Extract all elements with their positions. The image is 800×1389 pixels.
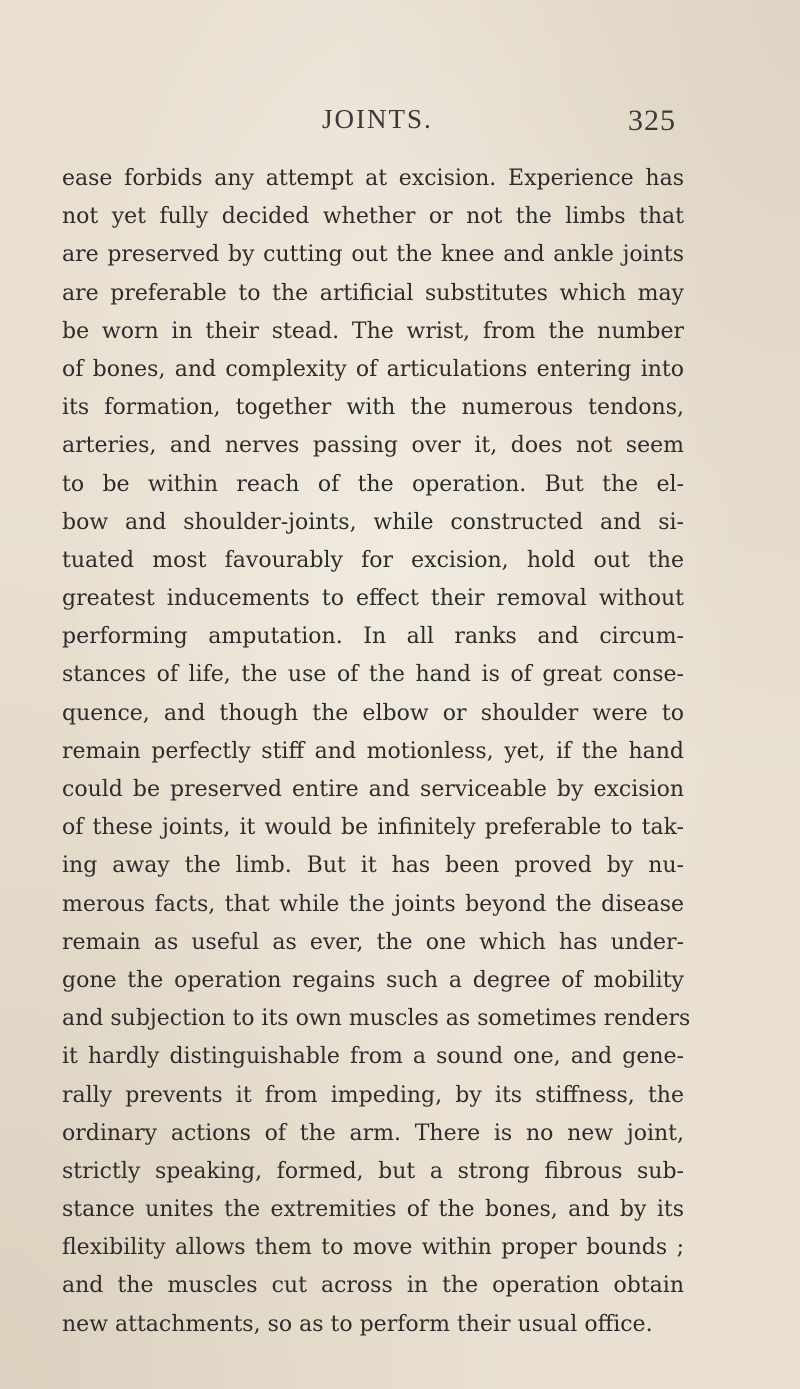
text-line: and the muscles cut across in the operation obtain: [62, 1273, 684, 1299]
text-line: to be within reach of the operation. But the el-: [62, 471, 684, 497]
text-line: merous facts, that while the joints beyond the disease: [62, 891, 684, 917]
text-line: it hardly distinguishable from a sound one, and gene-: [62, 1044, 684, 1070]
text-line: gone the operation regains such a degree of mobility: [62, 967, 684, 993]
text-line: rally prevents it from impeding, by its stiffness, the: [62, 1082, 684, 1108]
text-line: ordinary actions of the arm. There is no new joint,: [62, 1120, 684, 1146]
text-line: its formation, together with the numerous tendons,: [62, 395, 684, 421]
text-line: and subjection to its own muscles as sometimes renders: [62, 1006, 691, 1032]
text-line: be worn in their stead. The wrist, from the number: [62, 318, 684, 344]
body-text: [62, 160, 691, 1344]
text-line: ease forbids any attempt at excision. Experience has: [62, 166, 684, 191]
text-line: greatest inducements to effect their removal without: [62, 586, 684, 612]
text-line: stances of life, the use of the hand is of great conse-: [62, 662, 684, 688]
text-line: new attachments, so as to perform their usual office.: [62, 1311, 653, 1337]
text-line: arteries, and nerves passing over it, does not seem: [62, 433, 684, 459]
text-line: remain perfectly stiff and motionless, yet, if the hand: [62, 738, 684, 764]
text-line: strictly speaking, formed, but a strong fibrous sub-: [62, 1158, 684, 1184]
text-line: are preferable to the artificial substitutes which may: [62, 280, 684, 306]
text-line: not yet fully decided whether or not the limbs that: [62, 204, 684, 230]
running-head: JOINTS.: [322, 104, 433, 134]
text-line: tuated most favourably for excision, hold out the: [62, 547, 684, 573]
page-header: [0, 104, 800, 138]
text-line: bow and shoulder-joints, while constructed and si-: [62, 509, 684, 535]
text-line: stance unites the extremities of the bones, and by its: [62, 1197, 684, 1223]
page-number: 325: [628, 104, 676, 137]
text-line: of these joints, it would be infinitely preferable to tak-: [62, 815, 684, 841]
text-line: quence, and though the elbow or shoulder were to: [62, 700, 684, 726]
text-line: could be preserved entire and serviceable by excision: [62, 777, 684, 802]
text-line: are preserved by cutting out the knee and ankle joints: [62, 242, 684, 268]
text-line: of bones, and complexity of articulations entering into: [62, 356, 684, 382]
text-line: performing amputation. In all ranks and circum-: [62, 624, 684, 650]
text-line: flexibility allows them to move within proper bounds ;: [62, 1235, 684, 1261]
text-line: remain as useful as ever, the one which has under-: [62, 929, 684, 955]
text-line: ing away the limb. But it has been proved by nu-: [62, 853, 684, 879]
